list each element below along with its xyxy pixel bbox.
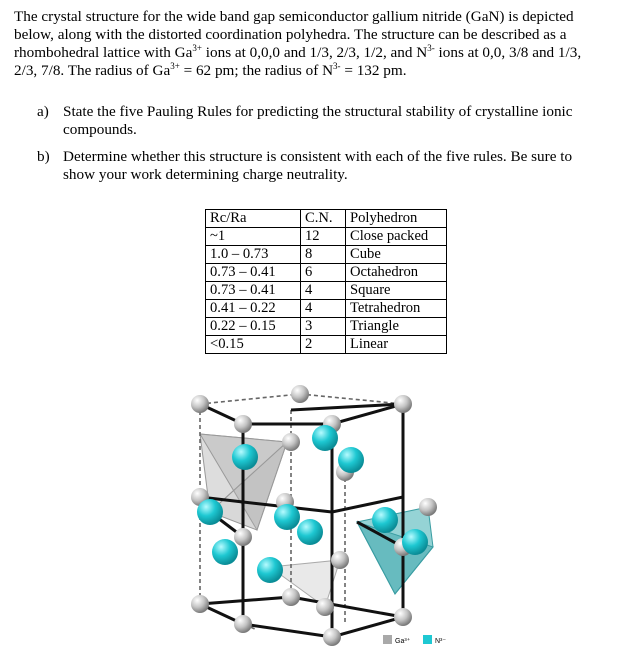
table-row: [206, 264, 447, 282]
table-cell: Tetrahedron: [346, 300, 447, 318]
table-cell: ~1: [206, 228, 301, 246]
table-cell: Cube: [346, 246, 447, 264]
n-atom: [372, 507, 398, 533]
intro-line-4: 2/3, 7/8. The radius of $Ga^{3+} = 62$ pm; the radius of $N^{3-} = 132$ pm.: [14, 61, 407, 79]
legend-label-n: N³⁻: [435, 638, 447, 645]
legend-label-ga: Ga³⁺: [395, 638, 411, 645]
table-cell: 3: [301, 318, 346, 336]
table-cell: 2: [301, 336, 346, 354]
ga-atom: [282, 588, 300, 606]
legend-swatch-ga: [383, 635, 392, 644]
table-row: [206, 336, 447, 354]
table-cell: <0.15: [206, 336, 301, 354]
ga-atom: [234, 528, 252, 546]
table-cell: 6: [301, 264, 346, 282]
table-cell: Linear: [346, 336, 447, 354]
n-atom: [402, 529, 428, 555]
ga-atom: [394, 395, 412, 413]
ga-atom: [191, 595, 209, 613]
table-header-cell: C.N.: [301, 210, 346, 228]
table-cell: 12: [301, 228, 346, 246]
table-header-cell: Polyhedron: [346, 210, 447, 228]
table-header-row: [206, 210, 447, 228]
n-atom: [274, 504, 300, 530]
table-cell: Square: [346, 282, 447, 300]
table-cell: 4: [301, 282, 346, 300]
table-row: [206, 318, 447, 336]
table-cell: Triangle: [346, 318, 447, 336]
intro-line-1: The crystal structure for the wide band gap semiconductor gallium nitride (GaN) is depicted: [14, 8, 574, 25]
table-cell: 0.41 – 0.22: [206, 300, 301, 318]
n-atom: [212, 539, 238, 565]
question-b-label: b): [37, 148, 50, 165]
radius-ratio-table: [205, 209, 447, 354]
table-cell: 4: [301, 300, 346, 318]
ga-atom: [323, 628, 341, 646]
intro-line-3: rhombohedral lattice with $Ga^{3+}$ ions at 0,0,0 and 1/3, 2/3, 1/2, and $N^{3-}$ ions at 0,0, 3/8 and 1/3,: [14, 43, 582, 61]
table-cell: 0.73 – 0.41: [206, 282, 301, 300]
table-row: [206, 246, 447, 264]
table-cell: 8: [301, 246, 346, 264]
intro-line-2: below, along with the distorted coordination polyhedra. The structure can be described as a: [14, 26, 567, 43]
question-b-text: Determine whether this structure is consistent with each of the five rules. Be sure to show your work determining charge neutrality.: [63, 148, 573, 183]
atom-legend: [383, 635, 446, 645]
problem-intro: [14, 8, 626, 80]
table-cell: Close packed: [346, 228, 447, 246]
question-a-text: State the five Pauling Rules for predicting the structural stability of crystalline ionic compounds.: [63, 103, 573, 138]
ga-atom: [331, 551, 349, 569]
n-atom: [312, 425, 338, 451]
ga-atom: [234, 615, 252, 633]
n-atom: [232, 444, 258, 470]
table-cell: 0.22 – 0.15: [206, 318, 301, 336]
table-row: [206, 300, 447, 318]
ga-atom: [291, 385, 309, 403]
table-cell: Octahedron: [346, 264, 447, 282]
ga-atom: [316, 598, 334, 616]
table-cell: 1.0 – 0.73: [206, 246, 301, 264]
ga-atom: [419, 498, 437, 516]
ga-atom: [282, 433, 300, 451]
question-a-label: a): [37, 103, 49, 120]
gan-crystal-structure-figure: [185, 372, 475, 657]
table-header-cell: Rc/Ra: [206, 210, 301, 228]
n-atom: [297, 519, 323, 545]
n-atom: [338, 447, 364, 473]
ga-atom: [191, 395, 209, 413]
n-atom: [257, 557, 283, 583]
ga-atom: [394, 608, 412, 626]
n-atom: [197, 499, 223, 525]
ga-atom: [234, 415, 252, 433]
table-row: [206, 228, 447, 246]
table-cell: 0.73 – 0.41: [206, 264, 301, 282]
legend-swatch-n: [423, 635, 432, 644]
table-row: [206, 282, 447, 300]
